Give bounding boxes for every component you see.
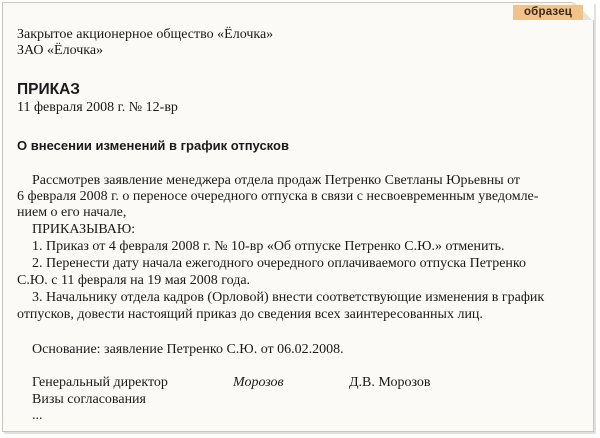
intro-line-2: 6 февраля 2008 г. о переносе очередного отпуска в связи с несвоевременным уведомле- [17,189,539,204]
org-full-name: Закрытое акционерное общество «Ёлочка» [17,27,274,42]
org-short-name: ЗАО «Ёлочка» [17,43,104,58]
order-title: ПРИКАЗ [17,81,80,98]
signature-name: Д.В. Морозов [349,375,431,390]
order-date-number: 11 февраля 2008 г. № 12-вр [17,100,178,115]
sample-tag: образец [513,5,583,20]
order-word: ПРИКАЗЫВАЮ: [32,222,136,237]
visas-label: Визы согласования [32,392,146,407]
visas-ellipsis: ... [32,408,43,423]
intro-line-3: нием о его начале, [17,205,127,220]
item-2-line-1: 2. Перенести дату начала ежегодного очередного оплачиваемого отпуска Петренко [32,256,527,271]
order-subject: О внесении изменений в график отпусков [17,138,289,153]
signature-handwritten: Морозов [233,375,284,390]
intro-line-1: Рассмотрев заявление менеджера отдела продаж Петренко Светланы Юрьевны от [32,173,521,188]
item-3-line-1: 3. Начальнику отдела кадров (Орловой) внести соответствующие изменения в график [32,290,545,305]
item-2-line-2: С.Ю. с 11 февраля на 19 мая 2008 года. [17,273,251,288]
basis: Основание: заявление Петренко С.Ю. от 06.02.2008. [32,342,344,357]
item-1: 1. Приказ от 4 февраля 2008 г. № 10-вр «Об отпуске Петренко С.Ю.» отменить. [32,239,505,254]
item-3-line-2: отпусков, довести настоящий приказ до сведения всех заинтересованных лиц. [17,307,483,322]
signature-position: Генеральный директор [32,375,168,390]
